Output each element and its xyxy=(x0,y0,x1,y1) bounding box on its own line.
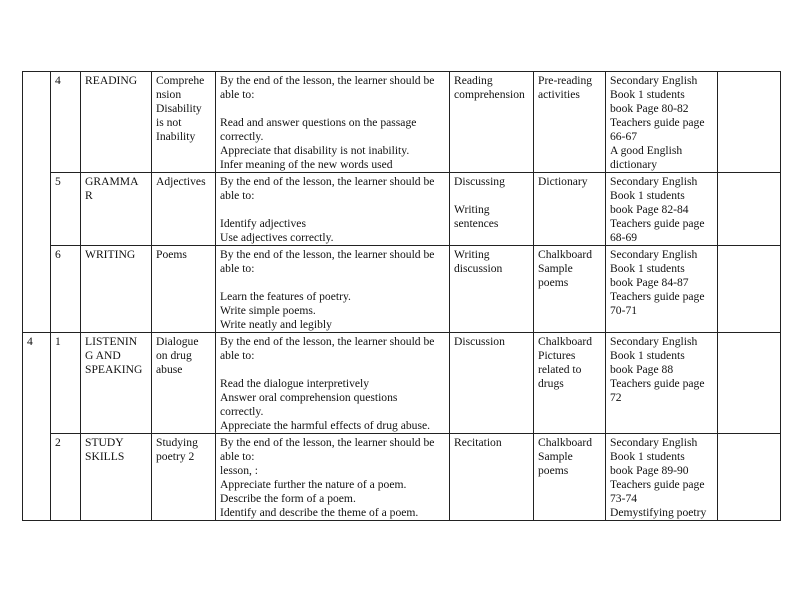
references-cell xyxy=(606,434,718,521)
references-line: book Page 84-87 xyxy=(610,276,689,289)
outcomes-line: Describe the form of a poem. xyxy=(220,492,356,505)
table-row xyxy=(23,333,781,434)
strand-cell xyxy=(81,173,152,246)
remarks-cell xyxy=(718,333,781,434)
activities-line: Recitation xyxy=(454,436,502,449)
references-line: Secondary English xyxy=(610,74,698,87)
strand-cell xyxy=(81,246,152,333)
outcomes-line: Learn the features of poetry. xyxy=(220,290,351,303)
resources-line: Dictionary xyxy=(538,175,588,188)
references-line: A good English xyxy=(610,144,683,157)
outcomes-line: Appreciate that disability is not inability. xyxy=(220,144,410,157)
activities-cell xyxy=(450,173,534,246)
lesson-cell xyxy=(51,72,81,173)
resources-line: poems xyxy=(538,276,569,289)
week-cell xyxy=(23,333,51,521)
references-line: book Page 88 xyxy=(610,363,674,376)
references-line: book Page 82-84 xyxy=(610,203,689,216)
outcomes-line: able to: xyxy=(220,450,255,463)
references-line: Secondary English xyxy=(610,436,698,449)
references-line: Secondary English xyxy=(610,175,698,188)
remarks-cell xyxy=(718,173,781,246)
outcomes-line: Infer meaning of the new words used xyxy=(220,158,393,171)
references-line: Book 1 students xyxy=(610,262,685,275)
sub-strand-line: Studying xyxy=(156,436,198,449)
resources-cell xyxy=(534,173,606,246)
activities-cell xyxy=(450,246,534,333)
outcomes-line xyxy=(220,276,445,290)
outcomes-line: Identify and describe the theme of a poem. xyxy=(220,506,419,519)
resources-line: related to xyxy=(538,363,582,376)
references-line: Teachers guide page xyxy=(610,290,705,303)
resources-cell xyxy=(534,246,606,333)
strand-line: READING xyxy=(85,74,138,87)
sub-strand-line: Poems xyxy=(156,248,187,261)
outcomes-cell xyxy=(216,246,450,333)
sub-strand-cell xyxy=(152,173,216,246)
outcomes-line: able to: xyxy=(220,349,255,362)
strand-cell xyxy=(81,72,152,173)
outcomes-line: able to: xyxy=(220,88,255,101)
outcomes-line: By the end of the lesson, the learner should be xyxy=(220,175,435,188)
resources-line: Chalkboard xyxy=(538,335,593,348)
outcomes-line: Identify adjectives xyxy=(220,217,306,230)
table-row xyxy=(23,173,781,246)
resources-line: drugs xyxy=(538,377,564,390)
remarks-cell xyxy=(718,434,781,521)
references-line: Teachers guide page xyxy=(610,217,705,230)
outcomes-line: Answer oral comprehension questions xyxy=(220,391,398,404)
references-line: dictionary xyxy=(610,158,658,171)
sub-strand-cell xyxy=(152,434,216,521)
outcomes-cell xyxy=(216,72,450,173)
references-cell xyxy=(606,173,718,246)
references-line: Book 1 students xyxy=(610,189,685,202)
sub-strand-cell xyxy=(152,246,216,333)
week-number xyxy=(27,74,46,88)
outcomes-line: Read the dialogue interpretively xyxy=(220,377,370,390)
strand-cell xyxy=(81,333,152,434)
references-line: Secondary English xyxy=(610,248,698,261)
strand-line: STUDY xyxy=(85,436,124,449)
strand-line: SPEAKING xyxy=(85,363,143,376)
lesson-cell xyxy=(51,434,81,521)
sub-strand-line: poetry 2 xyxy=(156,450,195,463)
activities-line: Writing xyxy=(454,248,490,261)
activities-line: discussion xyxy=(454,262,503,275)
outcomes-line: lesson, : xyxy=(220,464,259,477)
outcomes-line: Use adjectives correctly. xyxy=(220,231,334,244)
sub-strand-line: is not xyxy=(156,116,182,129)
sub-strand-line: on drug xyxy=(156,349,192,362)
sub-strand-line: Disability xyxy=(156,102,202,115)
outcomes-line: Read and answer questions on the passage xyxy=(220,116,417,129)
references-line: book Page 80-82 xyxy=(610,102,689,115)
activities-line: Reading xyxy=(454,74,493,87)
references-line: Book 1 students xyxy=(610,88,685,101)
activities-cell xyxy=(450,333,534,434)
outcomes-line: Write neatly and legibly xyxy=(220,318,332,331)
resources-line: Chalkboard xyxy=(538,436,593,449)
references-line: 68-69 xyxy=(610,231,638,244)
activities-line: sentences xyxy=(454,217,499,230)
lesson-cell xyxy=(51,246,81,333)
activities-cell xyxy=(450,72,534,173)
lesson-cell xyxy=(51,173,81,246)
sub-strand-cell xyxy=(152,72,216,173)
outcomes-cell xyxy=(216,333,450,434)
lesson-number: 2 xyxy=(55,436,61,449)
references-cell xyxy=(606,72,718,173)
outcomes-cell xyxy=(216,173,450,246)
strand-line: LISTENIN xyxy=(85,335,138,348)
table-row xyxy=(23,72,781,173)
strand-line: GRAMMA xyxy=(85,175,139,188)
sub-strand-line: Inability xyxy=(156,130,196,143)
resources-line: poems xyxy=(538,464,569,477)
outcomes-line: able to: xyxy=(220,262,255,275)
resources-line: Chalkboard xyxy=(538,248,593,261)
references-line: Secondary English xyxy=(610,335,698,348)
resources-line: activities xyxy=(538,88,580,101)
references-line: Teachers guide page xyxy=(610,478,705,491)
lesson-number: 6 xyxy=(55,248,61,261)
sub-strand-line: nsion xyxy=(156,88,182,101)
activities-cell xyxy=(450,434,534,521)
references-line: Demystifying poetry xyxy=(610,506,707,519)
references-line: Teachers guide page xyxy=(610,377,705,390)
outcomes-line: By the end of the lesson, the learner should be xyxy=(220,335,435,348)
outcomes-line: Appreciate the harmful effects of drug abuse. xyxy=(220,419,430,432)
activities-line: Writing xyxy=(454,203,490,216)
references-line: book Page 89-90 xyxy=(610,464,689,477)
outcomes-line: Appreciate further the nature of a poem. xyxy=(220,478,407,491)
references-line: Book 1 students xyxy=(610,349,685,362)
sub-strand-line: Comprehe xyxy=(156,74,205,87)
week-number: 4 xyxy=(27,335,33,348)
references-line: Teachers guide page xyxy=(610,116,705,129)
outcomes-line: correctly. xyxy=(220,130,264,143)
remarks-cell xyxy=(718,72,781,173)
outcomes-line: By the end of the lesson, the learner should be xyxy=(220,74,435,87)
resources-line: Sample xyxy=(538,450,573,463)
outcomes-line: Write simple poems. xyxy=(220,304,316,317)
sub-strand-line: Dialogue xyxy=(156,335,199,348)
outcomes-line: By the end of the lesson, the learner should be xyxy=(220,248,435,261)
outcomes-cell xyxy=(216,434,450,521)
references-cell xyxy=(606,246,718,333)
resources-cell xyxy=(534,434,606,521)
resources-line: Pictures xyxy=(538,349,576,362)
references-line: 66-67 xyxy=(610,130,638,143)
references-line: 73-74 xyxy=(610,492,638,505)
lesson-number: 4 xyxy=(55,74,61,87)
strand-line: WRITING xyxy=(85,248,136,261)
outcomes-line xyxy=(220,363,445,377)
lesson-number: 1 xyxy=(55,335,61,348)
week-cell xyxy=(23,72,51,333)
strand-line: G AND xyxy=(85,349,121,362)
activities-line: Discussion xyxy=(454,335,505,348)
references-line: 70-71 xyxy=(610,304,638,317)
resources-cell xyxy=(534,72,606,173)
activities-line: Discussing xyxy=(454,175,505,188)
resources-line: Pre-reading xyxy=(538,74,593,87)
strand-cell xyxy=(81,434,152,521)
outcomes-line xyxy=(220,203,445,217)
resources-line: Sample xyxy=(538,262,573,275)
lesson-number: 5 xyxy=(55,175,61,188)
strand-line: R xyxy=(85,189,93,202)
sub-strand-cell xyxy=(152,333,216,434)
outcomes-line: able to: xyxy=(220,189,255,202)
lesson-cell xyxy=(51,333,81,434)
outcomes-line: correctly. xyxy=(220,405,264,418)
remarks-cell xyxy=(718,246,781,333)
scheme-of-work-table xyxy=(22,71,781,521)
resources-cell xyxy=(534,333,606,434)
table-row xyxy=(23,246,781,333)
sub-strand-line: Adjectives xyxy=(156,175,206,188)
table-row xyxy=(23,434,781,521)
activities-line xyxy=(454,189,529,203)
strand-line: SKILLS xyxy=(85,450,125,463)
sub-strand-line: abuse xyxy=(156,363,183,376)
references-cell xyxy=(606,333,718,434)
references-line: Book 1 students xyxy=(610,450,685,463)
outcomes-line xyxy=(220,102,445,116)
activities-line: comprehension xyxy=(454,88,525,101)
references-line: 72 xyxy=(610,391,622,404)
outcomes-line: By the end of the lesson, the learner should be xyxy=(220,436,435,449)
